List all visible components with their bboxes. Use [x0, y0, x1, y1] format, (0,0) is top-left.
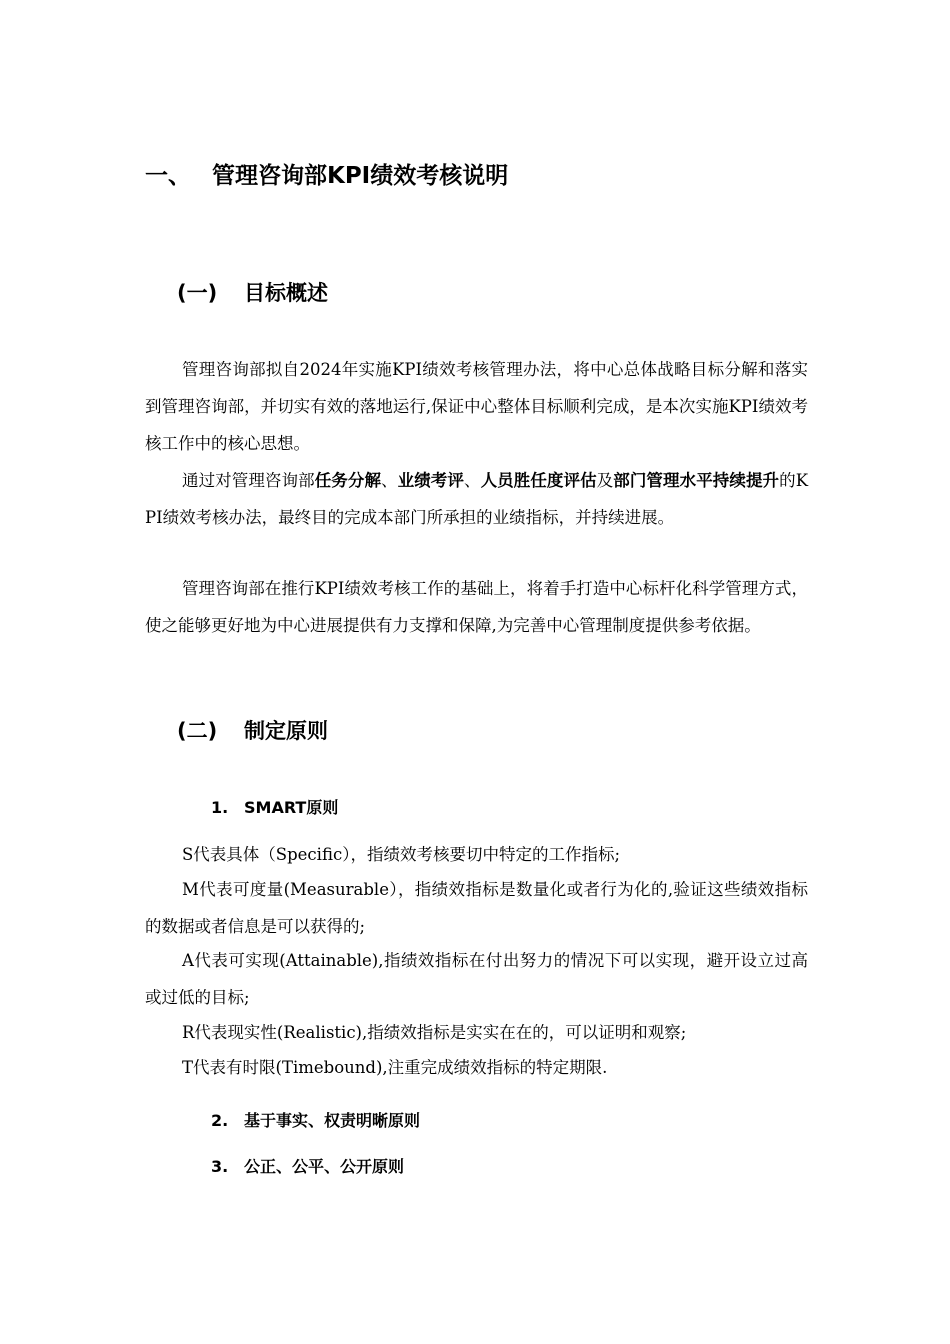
subsection-heading-principles [177, 715, 328, 747]
subsection-number: (二) [177, 719, 218, 743]
emphasis-performance-evaluation: 业绩考评 [397, 471, 464, 490]
principle-title: 公正、公平、公开原则 [244, 1157, 405, 1176]
principle-heading-smart [211, 795, 338, 821]
smart-line-measurable: M代表可度量(Measurable），指绩效指标是数量化或者行为化的,验证这些绩效指标的数据或者信息是可以获得的; [145, 880, 808, 936]
principle-title: SMART原则 [244, 798, 339, 817]
principle-number: 2. [211, 1111, 229, 1130]
section-number: 一、 [145, 163, 191, 189]
section-heading-1 [145, 158, 508, 194]
paragraph-text: 的KPI绩效考核办法，最终目的完成本部门所承担的业绩指标，并持续进展。 [145, 471, 809, 527]
objective-paragraph-1: 管理咨询部拟自2024年实施KPI绩效考核管理办法，将中心总体战略目标分解和落实到管理咨询部，并切实有效的落地运行,保证中心整体目标顺利完成，是本次实施KPI绩效考核工作中的核心思想。 [145, 360, 808, 453]
principle-heading-facts [211, 1108, 420, 1134]
emphasis-task-decomposition: 任务分解 [314, 471, 382, 490]
objective-paragraph-2 [145, 462, 808, 536]
subsection-number: (一) [177, 281, 218, 305]
subsection-title: 制定原则 [244, 719, 328, 743]
emphasis-management-improvement: 部门管理水平持续提升 [613, 471, 780, 490]
subsection-title: 目标概述 [244, 281, 328, 305]
principle-number: 3. [211, 1157, 229, 1176]
principle-number: 1. [211, 798, 229, 817]
section-title: 管理咨询部KPI绩效考核说明 [212, 163, 509, 189]
smart-line-realistic: R代表现实性(Realistic),指绩效指标是实实在在的，可以证明和观察; [182, 1023, 687, 1042]
smart-line-specific: S代表具体（Specific），指绩效考核要切中特定的工作指标; [182, 845, 621, 864]
paragraph-text: 通过对管理咨询部 [182, 471, 315, 490]
principle-heading-fairness [211, 1154, 404, 1180]
paragraph-text: 及 [596, 471, 614, 490]
subsection-heading-objective [177, 277, 328, 309]
smart-line-attainable: A代表可实现(Attainable),指绩效指标在付出努力的情况下可以实现，避开设立过高或过低的目标; [145, 951, 808, 1007]
objective-paragraph-3: 管理咨询部在推行KPI绩效考核工作的基础上，将着手打造中心标杆化科学管理方式，使之能够更好地为中心进展提供有力支撑和保障,为完善中心管理制度提供参考依据。 [145, 579, 808, 635]
emphasis-competency-assessment: 人员胜任度评估 [480, 471, 597, 490]
smart-line-timebound: T代表有时限(Timebound),注重完成绩效指标的特定期限. [182, 1058, 608, 1077]
principle-title: 基于事实、权责明晰原则 [244, 1111, 421, 1130]
paragraph-text: 、 [381, 471, 398, 490]
paragraph-text: 、 [463, 471, 481, 490]
